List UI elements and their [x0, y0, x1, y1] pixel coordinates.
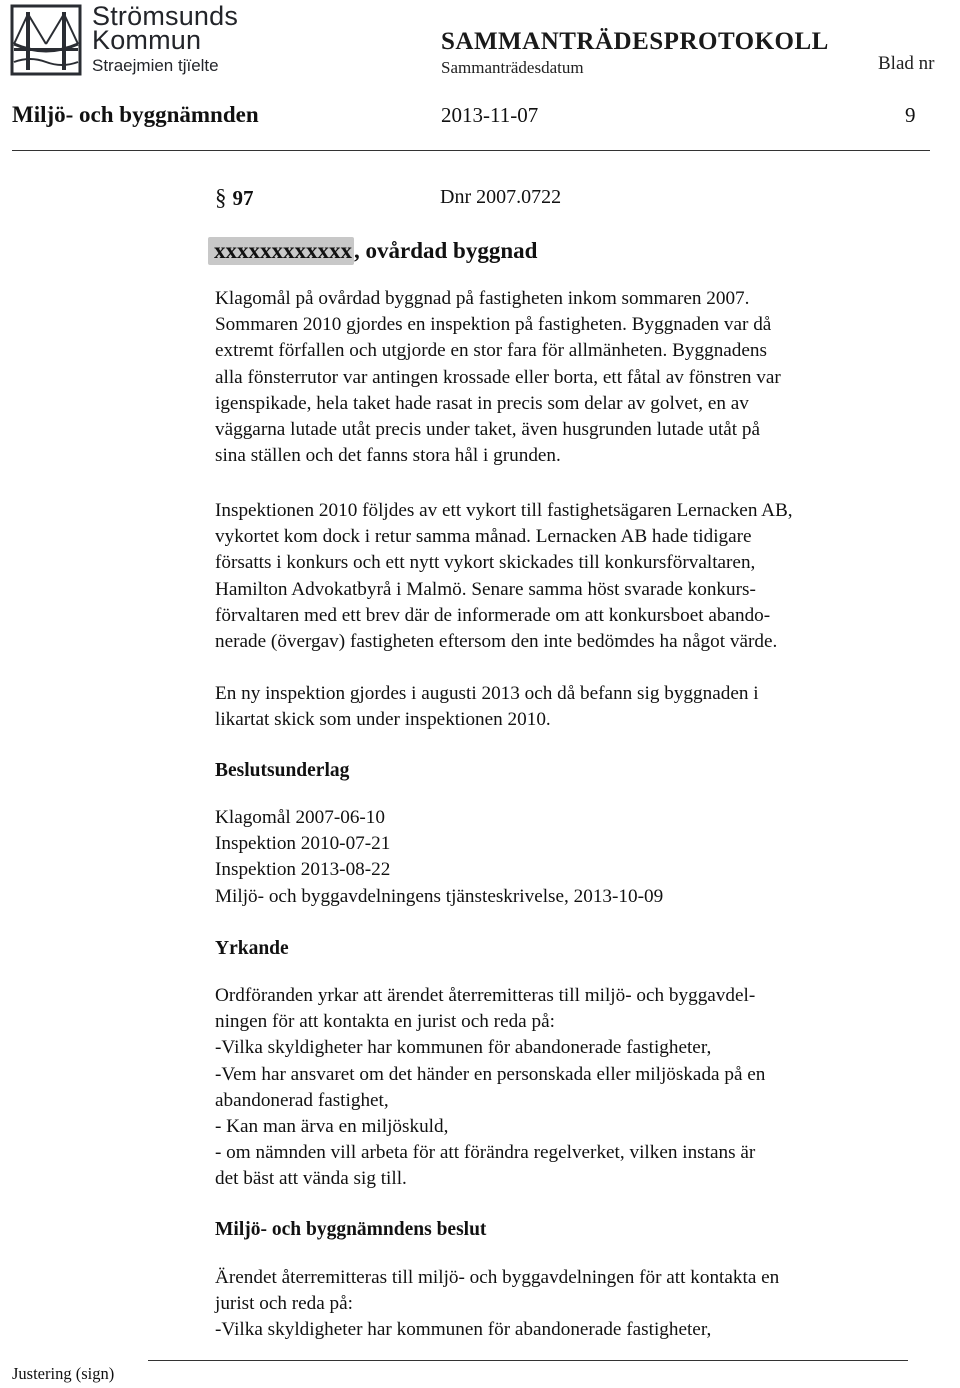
document-type: SAMMANTRÄDESPROTOKOLL	[441, 28, 829, 55]
text-line: jurist och reda på:	[215, 1293, 353, 1315]
text-line: nerade (övergav) fastigheten eftersom den inte bedömdes ha något värde.	[215, 631, 778, 653]
bridge-emblem-icon	[10, 4, 82, 76]
section-number-value: 97	[232, 186, 254, 210]
text-line: Inspektionen 2010 följdes av ett vykort till fastighetsägaren Lernacken AB,	[215, 500, 793, 521]
text-line: igenspikade, hela taket hade rasat in precis som delar av golvet, en av	[215, 392, 749, 414]
text-line: abandonerad fastighet,	[215, 1089, 389, 1111]
section-number	[215, 185, 254, 211]
logo-line-1: Strömsunds	[92, 1, 239, 31]
decision-text	[215, 1265, 915, 1344]
section-title-rest: , ovårdad byggnad	[354, 238, 538, 263]
meeting-date: 2013-11-07	[441, 103, 539, 127]
paragraph-new-inspection	[215, 681, 915, 733]
motion-text	[215, 983, 915, 1193]
text-line: -Vilka skyldigheter har kommunen för abandonerade fastigheter,	[215, 1319, 712, 1341]
page-number: 9	[905, 103, 916, 127]
text-line: förvaltaren med ett brev där de informerade om att konkursboet abando-	[215, 604, 771, 626]
text-line: det bäst att vända sig till.	[215, 1168, 407, 1190]
paragraph-background	[215, 286, 915, 469]
text-line: Ärendet återremitteras till miljö- och byggavdelningen för att kontakta en	[215, 1267, 780, 1288]
redacted-property-name: xxxxxxxxxxxx	[208, 237, 354, 265]
text-line: - om nämnden vill arbeta för att förändra regelverket, vilken instans är	[215, 1142, 756, 1164]
list-item: Klagomål 2007-06-10	[215, 807, 385, 828]
heading-decision: Miljö- och byggnämndens beslut	[215, 1219, 487, 1240]
decision-basis-list	[215, 805, 915, 910]
page-number-label: Blad nr	[878, 53, 935, 74]
text-line: Sommaren 2010 gjordes en inspektion på fastigheten. Byggnaden var då	[215, 314, 772, 336]
heading-decision-basis: Beslutsunderlag	[215, 760, 350, 781]
text-line: alla fönsterrutor var antingen krossade eller borta, ett fåtal av fönstren var	[215, 366, 781, 388]
logo-wordmark	[92, 1, 239, 76]
list-item: Miljö- och byggavdelningens tjänsteskrivelse, 2013-10-09	[215, 885, 664, 907]
list-item: Inspektion 2013-08-22	[215, 859, 391, 881]
text-line: ningen för att kontakta en jurist och reda på:	[215, 1011, 555, 1033]
text-line: vykortet kom dock i retur samma månad. Lernacken AB hade tidigare	[215, 526, 752, 548]
meeting-date-label: Sammanträdesdatum	[441, 58, 584, 77]
text-line: Klagomål på ovårdad byggnad på fastigheten inkom sommaren 2007.	[215, 288, 750, 309]
signature-line	[148, 1360, 908, 1361]
text-line: försatts i konkurs och ett nytt vykort skickades till konkursförvaltaren,	[215, 552, 756, 574]
text-line: extremt förfallen och utgjorde en stor fara för allmänheten. Byggnadens	[215, 340, 767, 362]
text-line: Ordföranden yrkar att ärendet återremitteras till miljö- och byggavdel-	[215, 985, 756, 1006]
text-line: sina ställen och det fanns stora hål i grunden.	[215, 445, 561, 467]
text-line: likartat skick som under inspektionen 2010.	[215, 709, 551, 731]
header-divider	[12, 150, 930, 151]
logo-line-2: Kommun	[92, 25, 202, 55]
text-line: -Vilka skyldigheter har kommunen för abandonerade fastigheter,	[215, 1037, 712, 1059]
text-line: - Kan man ärva en miljöskuld,	[215, 1116, 449, 1138]
text-line: -Vem har ansvaret om det händer en personskada eller miljöskada på en	[215, 1063, 766, 1085]
text-line: väggarna lutade utåt precis under taket, även husgrunden lutade utåt på	[215, 419, 761, 441]
paragraph-notification	[215, 498, 915, 655]
justering-label: Justering (sign)	[12, 1364, 115, 1383]
municipality-logo	[10, 1, 250, 76]
list-item: Inspektion 2010-07-21	[215, 833, 391, 855]
logo-line-3: Straejmien tjïelte	[92, 56, 219, 75]
section-title	[208, 238, 537, 264]
section-sign: §	[215, 185, 227, 210]
heading-motion: Yrkande	[215, 938, 289, 959]
text-line: Hamilton Advokatbyrå i Malmö. Senare samma höst svarade konkurs-	[215, 578, 756, 600]
committee-name: Miljö- och byggnämnden	[12, 102, 259, 127]
diary-number: Dnr 2007.0722	[440, 186, 562, 208]
text-line: En ny inspektion gjordes i augusti 2013 och då befann sig byggnaden i	[215, 683, 759, 704]
